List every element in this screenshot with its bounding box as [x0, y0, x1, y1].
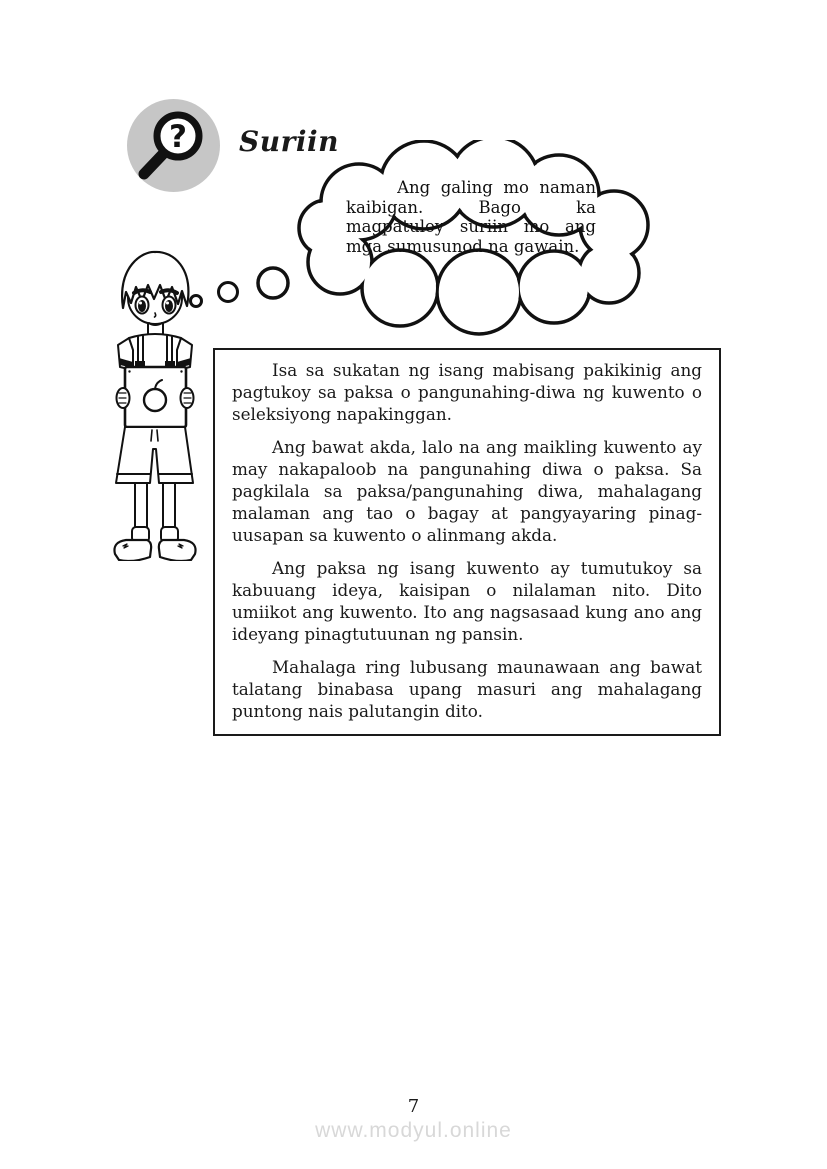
- magnifier-icon-art: [127, 99, 220, 192]
- content-box: [213, 348, 721, 736]
- boy-illustration: [94, 246, 216, 561]
- magnifier-question-icon: [127, 99, 220, 192]
- paragraph-3: Ang paksa ng isang kuwento ay tumutukoy sa kabuuang ideya, kaisipan o nilalaman nito. Dito umiikot ang kuwento. Ito ang nagsasaad kung ano ang ideyang pinagtutuunan ng pansin.: [232, 558, 702, 644]
- question-mark-glyph: ?: [169, 119, 187, 155]
- page-title: Suriin: [239, 125, 339, 158]
- boy-line-art: [94, 246, 216, 561]
- paragraph-2: Ang bawat akda, lalo na ang maikling kuwento ay may nakapaloob na pangunahing diwa o paksa. Sa pagkilala sa paksa/pangunahing diwa, mahalagang malaman ang tao o bagay at pangyayaring pinag-uusapan sa kuwento o alinmang akda.: [232, 437, 702, 545]
- thought-cloud: [283, 140, 661, 338]
- watermark: www.modyul.online: [315, 1119, 512, 1142]
- thought-cloud-text: Ang galing mo naman kaibigan. Bago ka magpatuloy suriin mo ang mga sumusunod na gawain.: [346, 178, 596, 256]
- paragraph-4: Mahalaga ring lubusang maunawaan ang bawat talatang binabasa upang masuri ang mahalagang puntong nais palutangin dito.: [232, 657, 702, 721]
- page-number: 7: [407, 1096, 420, 1117]
- paragraph-1: Isa sa sukatan ng isang mabisang pakikinig ang pagtukoy sa paksa o pangunahing-diwa ng kuwento o seleksiyong napakinggan.: [232, 360, 702, 424]
